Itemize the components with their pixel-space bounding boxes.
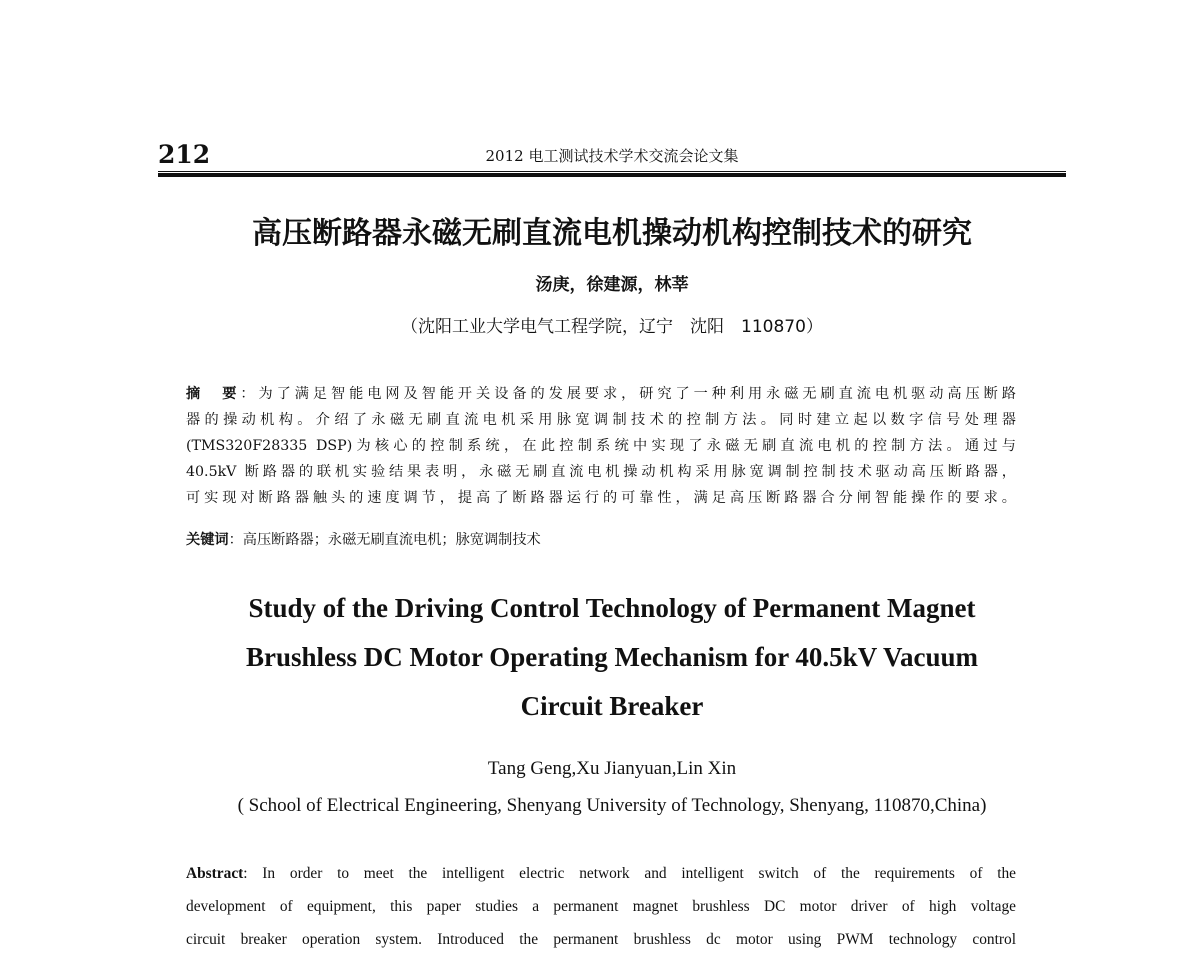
- journal-title: 2012 电工测试技术学术交流会论文集: [485, 147, 739, 165]
- chinese-abstract-line: (TMS320F28335 DSP)为核心的控制系统，在此控制系统中实现了永磁无刷直流电机的控制方法。通过与: [186, 438, 1016, 454]
- english-abstract-line: circuit breaker operation system. Introduced the permanent brushless dc motor using PWM technology control: [186, 931, 1016, 948]
- english-title-line: Circuit Breaker: [520, 691, 704, 721]
- chinese-abstract: [186, 381, 1016, 511]
- header-rule-thin: [158, 171, 1066, 172]
- chinese-keywords: [186, 527, 1016, 553]
- running-header: [158, 140, 1066, 174]
- english-abstract-line: development of equipment, this paper studies a permanent magnet brushless DC motor driver of high voltage: [186, 898, 1016, 915]
- chinese-abstract-line: 摘 要：为了满足智能电网及智能开关设备的发展要求，研究了一种利用永磁无刷直流电机驱动高压断路: [186, 386, 1016, 402]
- english-abstract-label: Abstract: [186, 865, 244, 882]
- chinese-affiliation: （沈阳工业大学电气工程学院，辽宁 沈阳 110870）: [401, 317, 823, 337]
- chinese-abstract-label: 摘 要: [186, 386, 241, 402]
- english-abstract-line: Abstract: In order to meet the intelligent electric network and intelligent switch of the requirements of the: [186, 865, 1016, 882]
- chinese-authors: 汤庚，徐建源，林莘: [535, 275, 689, 295]
- header-rule-thick: [158, 173, 1066, 177]
- english-authors: Tang Geng,Xu Jianyuan,Lin Xin: [487, 758, 737, 779]
- chinese-abstract-line: 40.5kV 断路器的联机实验结果表明，永磁无刷直流电机操动机构采用脉宽调制控制技术驱动高压断路器，: [186, 464, 1016, 480]
- page-number: 212: [158, 140, 211, 169]
- chinese-keywords-text: ：高压断路器；永磁无刷直流电机；脉宽调制技术: [228, 532, 541, 548]
- chinese-abstract-line: 可实现对断路器触头的速度调节，提高了断路器运行的可靠性，满足高压断路器合分闸智能操作的要求。: [186, 490, 1016, 506]
- english-title: [158, 584, 1066, 731]
- english-affiliation: ( School of Electrical Engineering, Shenyang University of Technology, Shenyang, 110870,China): [237, 795, 987, 816]
- english-title-line: Brushless DC Motor Operating Mechanism for 40.5kV Vacuum: [245, 642, 979, 672]
- english-title-line: Study of the Driving Control Technology of Permanent Magnet: [248, 593, 976, 623]
- chinese-title: 高压断路器永磁无刷直流电机操动机构控制技术的研究: [252, 216, 972, 251]
- english-abstract: [186, 857, 1016, 956]
- chinese-keywords-label: 关键词: [186, 532, 229, 548]
- chinese-abstract-line: 器的操动机构。介绍了永磁无刷直流电机采用脉宽调制技术的控制方法。同时建立起以数字信号处理器: [186, 412, 1016, 428]
